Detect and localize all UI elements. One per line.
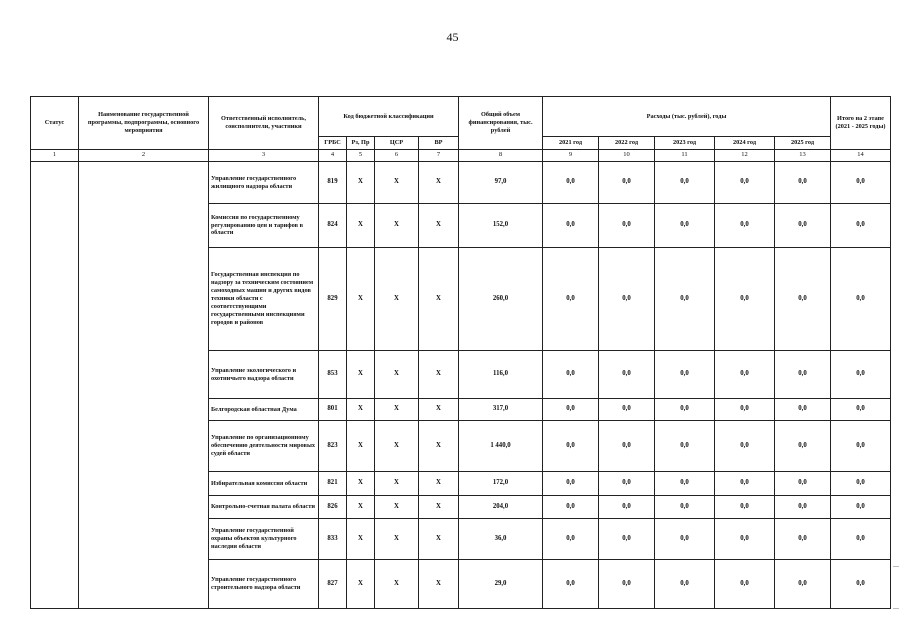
y2024-cell: 0,0 [715, 496, 775, 519]
header-status: Статус [31, 97, 79, 150]
y2025-cell: 0,0 [775, 204, 831, 248]
executor-cell: Государственная инспекция по надзору за техническим состоянием самоходных машин и других видов техники области с соответствующими государственными инспекциями городов и районов [209, 248, 319, 351]
rz-cell: Х [347, 472, 375, 496]
header-year: 2025 год [775, 137, 831, 150]
header-csr: ЦСР [375, 137, 419, 150]
grbs-cell: 833 [319, 519, 347, 560]
executor-cell: Избирательная комиссия области [209, 472, 319, 496]
vr-cell: Х [419, 204, 459, 248]
margin-mark [893, 566, 899, 567]
grbs-cell: 827 [319, 560, 347, 609]
stage-cell: 0,0 [831, 399, 891, 421]
header-expenses: Расходы (тыс. рублей), годы [543, 97, 831, 137]
column-number: 8 [459, 150, 543, 162]
y2025-cell: 0,0 [775, 248, 831, 351]
y2022-cell: 0,0 [599, 351, 655, 399]
csr-cell: Х [375, 204, 419, 248]
y2024-cell: 0,0 [715, 399, 775, 421]
column-number: 7 [419, 150, 459, 162]
y2022-cell: 0,0 [599, 496, 655, 519]
rz-cell: Х [347, 204, 375, 248]
stage-cell: 0,0 [831, 472, 891, 496]
y2021-cell: 0,0 [543, 421, 599, 472]
csr-cell: Х [375, 162, 419, 204]
total-cell: 29,0 [459, 560, 543, 609]
total-cell: 1 440,0 [459, 421, 543, 472]
column-number: 9 [543, 150, 599, 162]
y2025-cell: 0,0 [775, 519, 831, 560]
vr-cell: Х [419, 472, 459, 496]
total-cell: 36,0 [459, 519, 543, 560]
grbs-cell: 821 [319, 472, 347, 496]
executor-cell: Управление экологического и охотничьего надзора области [209, 351, 319, 399]
grbs-cell: 824 [319, 204, 347, 248]
csr-cell: Х [375, 248, 419, 351]
rz-cell: Х [347, 351, 375, 399]
rz-cell: Х [347, 399, 375, 421]
y2023-cell: 0,0 [655, 351, 715, 399]
y2024-cell: 0,0 [715, 472, 775, 496]
header-name: Наименование государственной программы, подпрограммы, основного мероприятия [79, 97, 209, 150]
y2021-cell: 0,0 [543, 248, 599, 351]
y2023-cell: 0,0 [655, 204, 715, 248]
table-row [31, 162, 891, 204]
total-cell: 152,0 [459, 204, 543, 248]
name-cell [79, 162, 209, 609]
csr-cell: Х [375, 351, 419, 399]
csr-cell: Х [375, 560, 419, 609]
column-number: 13 [775, 150, 831, 162]
header-total-volume: Общий объем финансирования, тыс. рублей [459, 97, 543, 150]
rz-cell: Х [347, 248, 375, 351]
csr-cell: Х [375, 421, 419, 472]
y2022-cell: 0,0 [599, 399, 655, 421]
executor-cell: Управление государственного строительного надзора области [209, 560, 319, 609]
vr-cell: Х [419, 519, 459, 560]
header-grbs: ГРБС [319, 137, 347, 150]
y2024-cell: 0,0 [715, 162, 775, 204]
total-cell: 97,0 [459, 162, 543, 204]
column-number: 14 [831, 150, 891, 162]
column-number: 4 [319, 150, 347, 162]
vr-cell: Х [419, 496, 459, 519]
executor-cell: Белгородская областная Дума [209, 399, 319, 421]
y2021-cell: 0,0 [543, 351, 599, 399]
grbs-cell: 819 [319, 162, 347, 204]
vr-cell: Х [419, 421, 459, 472]
vr-cell: Х [419, 248, 459, 351]
executor-cell: Управление по организационному обеспечению деятельности мировых судей области [209, 421, 319, 472]
y2021-cell: 0,0 [543, 162, 599, 204]
rz-cell: Х [347, 519, 375, 560]
header-year: 2023 год [655, 137, 715, 150]
y2025-cell: 0,0 [775, 162, 831, 204]
y2024-cell: 0,0 [715, 248, 775, 351]
y2021-cell: 0,0 [543, 496, 599, 519]
total-cell: 172,0 [459, 472, 543, 496]
column-number-row [31, 150, 891, 162]
y2023-cell: 0,0 [655, 472, 715, 496]
y2021-cell: 0,0 [543, 399, 599, 421]
y2023-cell: 0,0 [655, 519, 715, 560]
y2023-cell: 0,0 [655, 399, 715, 421]
y2024-cell: 0,0 [715, 560, 775, 609]
stage-cell: 0,0 [831, 496, 891, 519]
total-cell: 204,0 [459, 496, 543, 519]
grbs-cell: 823 [319, 421, 347, 472]
grbs-cell: 853 [319, 351, 347, 399]
vr-cell: Х [419, 399, 459, 421]
stage-cell: 0,0 [831, 351, 891, 399]
grbs-cell: 801 [319, 399, 347, 421]
y2024-cell: 0,0 [715, 351, 775, 399]
stage-cell: 0,0 [831, 162, 891, 204]
y2023-cell: 0,0 [655, 560, 715, 609]
budget-table [30, 96, 891, 609]
y2021-cell: 0,0 [543, 560, 599, 609]
grbs-cell: 829 [319, 248, 347, 351]
y2025-cell: 0,0 [775, 399, 831, 421]
column-number: 6 [375, 150, 419, 162]
y2021-cell: 0,0 [543, 204, 599, 248]
total-cell: 116,0 [459, 351, 543, 399]
y2025-cell: 0,0 [775, 472, 831, 496]
vr-cell: Х [419, 560, 459, 609]
y2023-cell: 0,0 [655, 248, 715, 351]
y2025-cell: 0,0 [775, 560, 831, 609]
y2025-cell: 0,0 [775, 496, 831, 519]
table-header [31, 97, 891, 150]
column-number: 12 [715, 150, 775, 162]
csr-cell: Х [375, 519, 419, 560]
stage-cell: 0,0 [831, 248, 891, 351]
total-cell: 260,0 [459, 248, 543, 351]
y2024-cell: 0,0 [715, 421, 775, 472]
rz-cell: Х [347, 496, 375, 519]
y2022-cell: 0,0 [599, 519, 655, 560]
header-stage-total: Итого на 2 этапе (2021 - 2025 годы) [831, 97, 891, 150]
table-body [31, 162, 891, 609]
margin-mark [893, 608, 899, 609]
rz-cell: Х [347, 560, 375, 609]
executor-cell: Комиссия по государственному регулированию цен и тарифов в области [209, 204, 319, 248]
status-cell [31, 162, 79, 609]
column-number: 2 [79, 150, 209, 162]
y2022-cell: 0,0 [599, 421, 655, 472]
y2021-cell: 0,0 [543, 519, 599, 560]
header-budget-code: Код бюджетной классификации [319, 97, 459, 137]
stage-cell: 0,0 [831, 560, 891, 609]
header-year: 2024 год [715, 137, 775, 150]
y2022-cell: 0,0 [599, 560, 655, 609]
column-number: 10 [599, 150, 655, 162]
y2023-cell: 0,0 [655, 421, 715, 472]
header-executor: Ответственный исполнитель, соисполнители, участники [209, 97, 319, 150]
csr-cell: Х [375, 399, 419, 421]
grbs-cell: 826 [319, 496, 347, 519]
column-number: 5 [347, 150, 375, 162]
csr-cell: Х [375, 496, 419, 519]
column-number: 1 [31, 150, 79, 162]
csr-cell: Х [375, 472, 419, 496]
total-cell: 317,0 [459, 399, 543, 421]
executor-cell: Контрольно-счетная палата области [209, 496, 319, 519]
y2023-cell: 0,0 [655, 496, 715, 519]
column-number: 11 [655, 150, 715, 162]
stage-cell: 0,0 [831, 421, 891, 472]
y2024-cell: 0,0 [715, 204, 775, 248]
executor-cell: Управление государственной охраны объектов культурного наследия области [209, 519, 319, 560]
column-number: 3 [209, 150, 319, 162]
y2022-cell: 0,0 [599, 204, 655, 248]
y2022-cell: 0,0 [599, 472, 655, 496]
header-rz-pr: Рз, Пр [347, 137, 375, 150]
stage-cell: 0,0 [831, 519, 891, 560]
rz-cell: Х [347, 421, 375, 472]
rz-cell: Х [347, 162, 375, 204]
executor-cell: Управление государственного жилищного надзора области [209, 162, 319, 204]
y2021-cell: 0,0 [543, 472, 599, 496]
y2024-cell: 0,0 [715, 519, 775, 560]
stage-cell: 0,0 [831, 204, 891, 248]
vr-cell: Х [419, 351, 459, 399]
y2025-cell: 0,0 [775, 421, 831, 472]
y2022-cell: 0,0 [599, 162, 655, 204]
page-number: 45 [446, 30, 459, 44]
vr-cell: Х [419, 162, 459, 204]
y2023-cell: 0,0 [655, 162, 715, 204]
header-year: 2021 год [543, 137, 599, 150]
header-vr: ВР [419, 137, 459, 150]
y2025-cell: 0,0 [775, 351, 831, 399]
y2022-cell: 0,0 [599, 248, 655, 351]
header-year: 2022 год [599, 137, 655, 150]
